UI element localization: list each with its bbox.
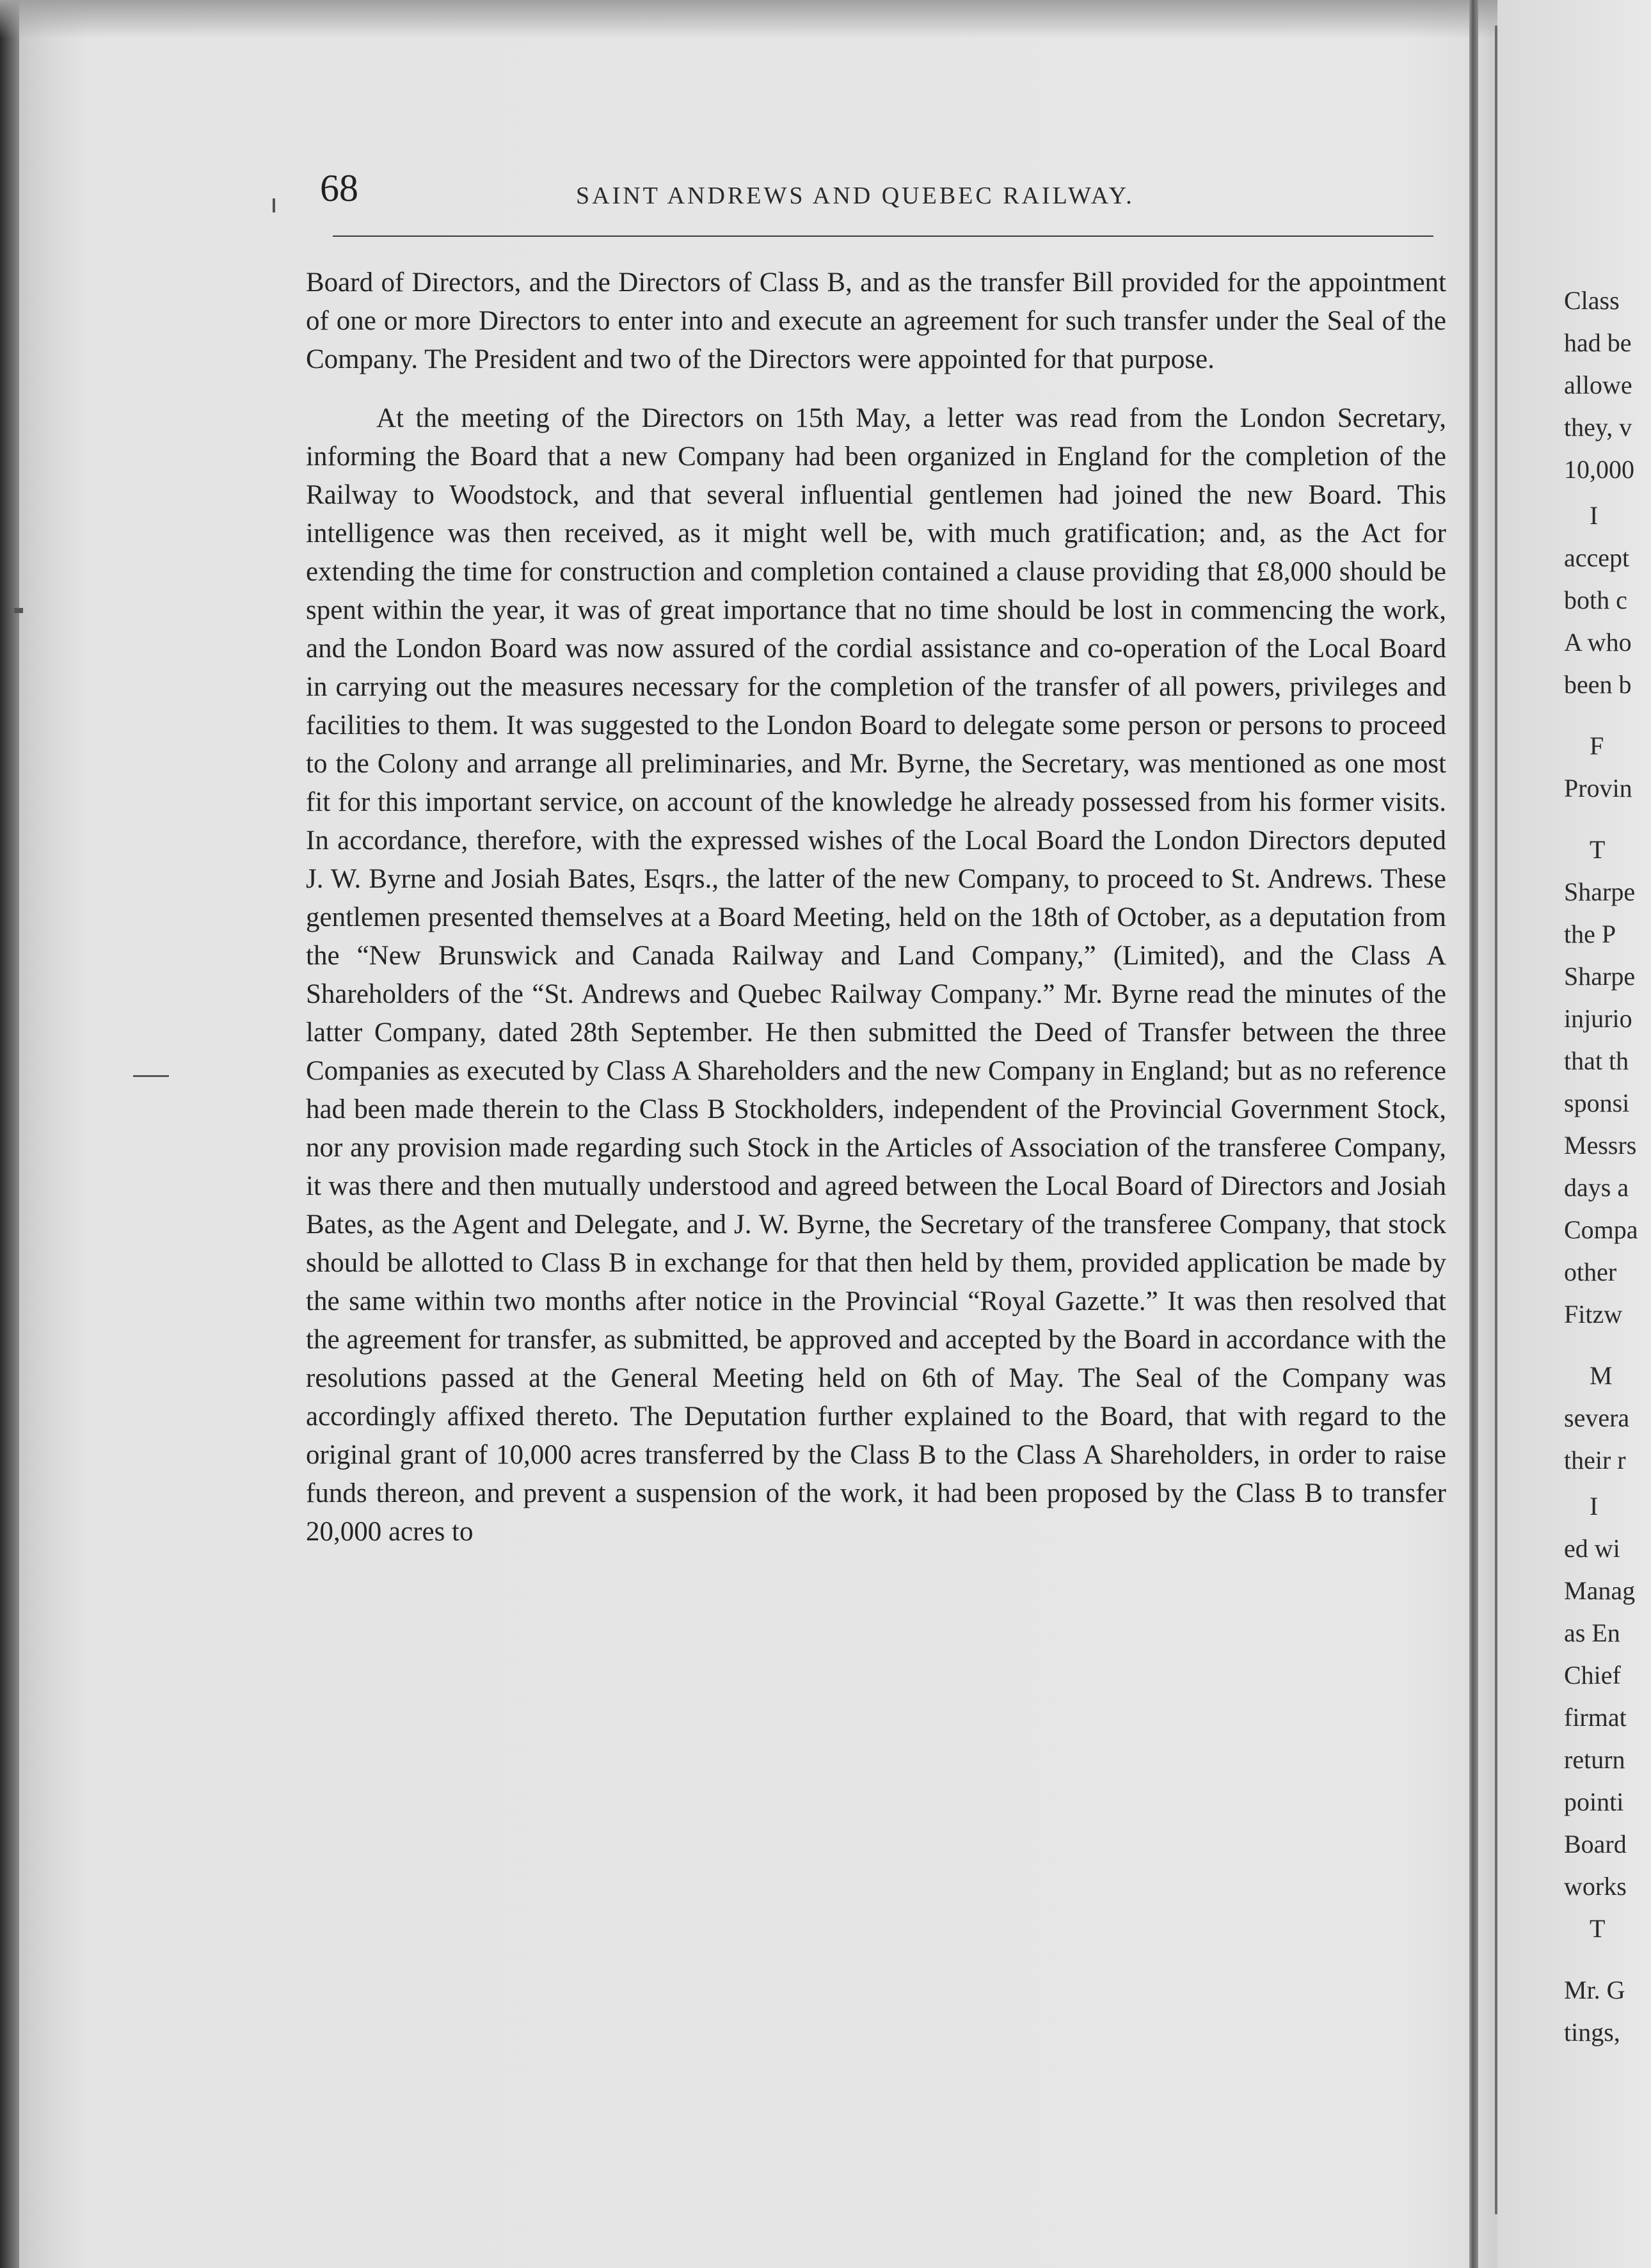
facing-page-fragment: sponsi (1564, 1089, 1630, 1117)
paragraph: At the meeting of the Directors on 15th May, a letter was read from the London Secretary, informing the Board that a new Company had been organized in England for the completion of the Railway to Woodstock, and that several influential gentlemen had joined the new Board. This intelligence was then received, as it might well be, with much gratification; and, as the Act for extending the time for construction and completion contained a clause providing that £8,000 should be spent within the year, it was of great importance that no time should be lost in commencing the work, and the London Board was now assured of the cordial assistance and co-operation of the Local Board in carrying out the measures necessary for the completion of the transfer of all powers, privileges and facilities to them. It was suggested to the London Board to delegate some person or persons to proceed to the Colony and arrange all preliminaries, and Mr. Byrne, the Secretary, was mentioned as one most fit for this important service, on account of the knowledge he already possessed from his former visits. In accordance, therefore, with the expressed wishes of the Local Board the London Directors deputed J. W. Byrne and Josiah Bates, Esqrs., the latter of the new Company, to proceed to St. Andrews. These gentlemen presented themselves at a Board Meeting, held on the 18th of October, as a deputation from the “New Brunswick and Canada Railway and Land Company,” (Limited), and the Class A Shareholders of the “St. Andrews and Quebec Railway Company.” Mr. Byrne read the minutes of the latter Company, dated 28th September. He then submitted the Deed of Transfer between the three Companies as executed by Class A Shareholders and the new Company in England; but as no reference had been made therein to the Class B Stockholders, independent of the Provincial Government Stock, nor any provision made regarding such Stock in the Articles of Association of the transferee Company, it was there and then mutually understood and agreed between the Local Board of Directors and Josiah Bates, as the Agent and Delegate, and J. W. Byrne, the Secretary of the transferee Company, that stock should be allotted to Class B in exchange for that then held by them, provided application be made by the same within two months after notice in the Provincial “Royal Gazette.” It was then resolved that the agreement for transfer, as submitted, be approved and accepted by the Board in accordance with the resolutions passed at the General Meeting held on 6th of May. The Seal of the Company was accordingly affixed thereto. The Deputation further explained to the Board, that with regard to the original grant of 10,000 acres transferred by the Class B to the Class A Shareholders, in order to raise funds thereon, and prevent a suspension of the work, it had been proposed by the Class B to transfer 20,000 acres to (306, 403, 1446, 1547)
facing-page-fragment: they, v (1564, 413, 1632, 442)
facing-page-fragment: Sharpe (1564, 962, 1636, 991)
binding-edge (0, 0, 19, 2268)
facing-page-fragment: allowe (1564, 371, 1632, 399)
facing-page-fragment: Class (1564, 286, 1620, 315)
facing-page-fragment: Board (1564, 1830, 1627, 1858)
facing-page-fragment: had be (1564, 328, 1632, 357)
page-number: 68 (320, 167, 358, 209)
facing-page-fragment: A who (1564, 628, 1632, 657)
facing-page-fragment: Sharpe (1564, 877, 1636, 906)
facing-page-fragment: Chief (1564, 1661, 1621, 1689)
facing-page-fragment: 10,000 (1564, 455, 1634, 484)
page-body (306, 264, 1446, 1551)
facing-page-fragment: been b (1564, 670, 1632, 699)
facing-page-fragment: pointi (1564, 1787, 1624, 1816)
facing-page-fragment: days a (1564, 1173, 1629, 1202)
facing-page-fragment: Manag (1564, 1576, 1636, 1605)
facing-page-fragment: ed wi (1564, 1534, 1620, 1563)
margin-mark (273, 198, 275, 212)
facing-page-fragment: I (1590, 1492, 1599, 1521)
facing-page-fragment: injurio (1564, 1004, 1632, 1033)
facing-page-edge (1497, 0, 1651, 2268)
header-rule (333, 236, 1433, 237)
margin-mark (133, 1075, 169, 1077)
facing-page-fragment: T (1590, 1914, 1606, 1943)
facing-page-fragment: Fitzw (1564, 1300, 1623, 1329)
facing-page-fragment: other (1564, 1258, 1617, 1286)
facing-page-fragment: tings, (1564, 2018, 1620, 2047)
facing-page-fragment: Compa (1564, 1215, 1638, 1244)
margin-mark (14, 608, 23, 613)
facing-page-fragment: Messrs (1564, 1131, 1637, 1160)
facing-page-fragment: I (1590, 501, 1599, 530)
running-head: SAINT ANDREWS AND QUEBEC RAILWAY. (576, 182, 1135, 209)
facing-page-fragment: F (1590, 731, 1604, 760)
facing-page-fragment: works (1564, 1872, 1627, 1901)
page-header (320, 166, 1446, 218)
facing-page-fragment: Mr. G (1564, 1976, 1625, 2004)
facing-page-fragment: Provin (1564, 774, 1632, 803)
facing-page-fragment: T (1590, 835, 1606, 864)
page-gutter (1469, 0, 1478, 2268)
paragraph: Board of Directors, and the Directors of Class B, and as the transfer Bill provided for the appointment of one or more Directors to enter into and execute an agreement for such transfer under the Seal of the Company. The President and two of the Directors were appointed for that purpose. (306, 268, 1446, 374)
facing-page-fragment: as En (1564, 1618, 1620, 1647)
top-shadow (0, 0, 1651, 38)
facing-page-fragment: the P (1564, 920, 1616, 948)
facing-page-fragment: firmat (1564, 1703, 1627, 1732)
facing-page-fragment: their r (1564, 1446, 1626, 1474)
facing-page-fragment: that th (1564, 1046, 1629, 1075)
facing-page-fragment: accept (1564, 543, 1630, 572)
facing-page-fragment: return (1564, 1745, 1625, 1774)
facing-page-fragment: severa (1564, 1403, 1630, 1432)
facing-page-fragment: M (1590, 1361, 1613, 1390)
facing-page-fragment: both c (1564, 586, 1627, 614)
